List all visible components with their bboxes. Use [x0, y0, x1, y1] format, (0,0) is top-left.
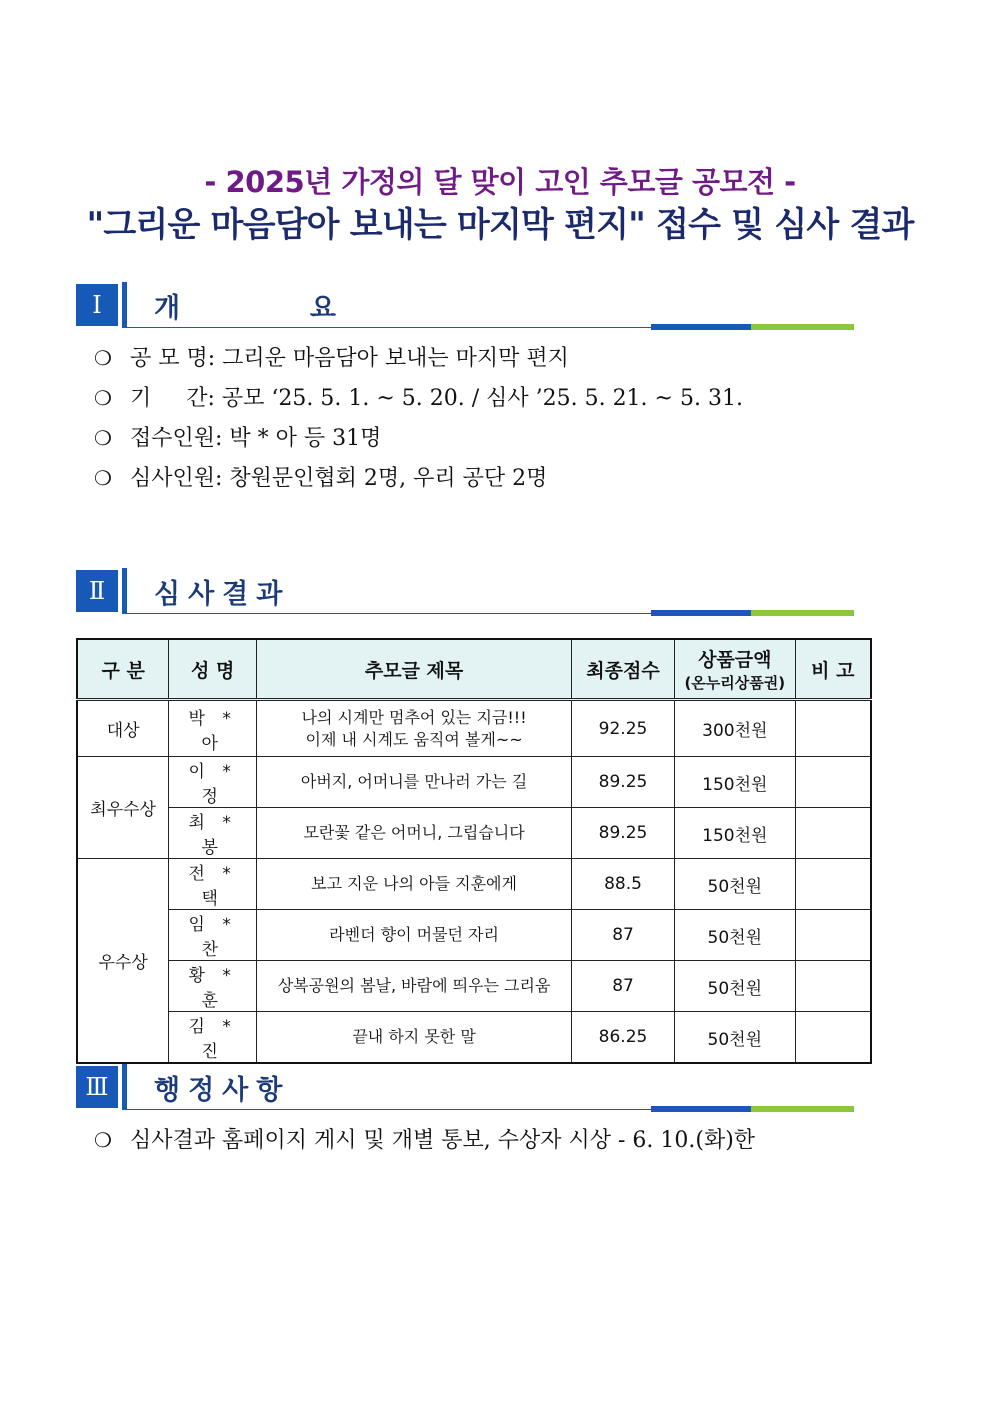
table-header-row: [77, 639, 871, 700]
section-header-results: [76, 568, 854, 614]
prize-cell: 50천원: [674, 1012, 795, 1064]
category-cell: 우수상: [77, 859, 169, 1064]
score-cell: 92.25: [572, 700, 675, 757]
table-row: [77, 757, 871, 808]
overview-item-text: 심사인원: 창원문인협회 2명, 우리 공단 2명: [130, 466, 548, 491]
overview-item: [94, 418, 743, 458]
note-cell: [795, 910, 871, 961]
name-cell: 김 * 진: [169, 1012, 257, 1064]
section-bar: [122, 568, 127, 614]
name-cell: 이 * 정: [169, 757, 257, 808]
table-row: [77, 961, 871, 1012]
score-cell: 86.25: [572, 1012, 675, 1064]
section-header-overview: [76, 282, 854, 328]
section-bar: [122, 1064, 127, 1110]
circle-bullet-icon: ❍: [94, 346, 112, 370]
table-row: [77, 808, 871, 859]
table-row: [77, 859, 871, 910]
header-prize-sub: (온누리상품권): [684, 674, 786, 692]
document-subtitle: - 2025년 가정의 달 맞이 고인 추모글 공모전 -: [204, 165, 796, 199]
section-number: Ⅲ: [76, 1066, 118, 1108]
section-underline: [127, 327, 701, 328]
admin-item: [94, 1120, 755, 1160]
table-row: [77, 1012, 871, 1064]
section-underline: [127, 1109, 701, 1110]
title-cell: 상복공원의 봄날, 바람에 띄우는 그리움: [257, 961, 572, 1012]
prize-cell: 50천원: [674, 910, 795, 961]
section-accent-blue: [651, 1106, 751, 1112]
admin-item-text: 심사결과 홈페이지 게시 및 개별 통보, 수상자 시상 - 6. 10.(화)한: [130, 1128, 756, 1153]
category-cell: 대상: [77, 700, 169, 757]
score-cell: 87: [572, 910, 675, 961]
header-score: 최종점수: [572, 639, 675, 700]
score-cell: 89.25: [572, 757, 675, 808]
overview-item-text: 공 모 명: 그리운 마음담아 보내는 마지막 편지: [130, 346, 569, 371]
document-title: "그리운 마음담아 보내는 마지막 편지" 접수 및 심사 결과: [86, 205, 914, 245]
category-cell: 최우수상: [77, 757, 169, 859]
note-cell: [795, 859, 871, 910]
overview-item-text: 접수인원: 박 * 아 등 31명: [130, 426, 382, 451]
name-cell: 최 * 봉: [169, 808, 257, 859]
section-title: 심사결과: [154, 579, 291, 610]
section-bar: [122, 282, 127, 328]
header-note: 비 고: [795, 639, 871, 700]
overview-item: [94, 338, 743, 378]
name-cell: 임 * 찬: [169, 910, 257, 961]
section-header-admin: [76, 1064, 854, 1110]
section-accent-blue: [651, 610, 751, 616]
section-accent-green: [751, 1106, 854, 1112]
name-cell: 박 * 아: [169, 700, 257, 757]
section-accent-green: [751, 324, 854, 330]
circle-bullet-icon: ❍: [94, 426, 112, 450]
section-number: Ⅰ: [76, 284, 118, 326]
circle-bullet-icon: ❍: [94, 1128, 112, 1152]
header-prize-label: 상품금액: [698, 649, 772, 671]
section-underline: [127, 613, 701, 614]
section-accent-blue: [651, 324, 751, 330]
title-cell: [257, 700, 572, 757]
title-cell: 끝내 하지 못한 말: [257, 1012, 572, 1064]
score-cell: 89.25: [572, 808, 675, 859]
title-cell: 라벤더 향이 머물던 자리: [257, 910, 572, 961]
title-line: 이제 내 시계도 움직여 볼게~~: [305, 729, 523, 749]
overview-item: [94, 458, 743, 498]
circle-bullet-icon: ❍: [94, 386, 112, 410]
overview-list: [94, 338, 743, 498]
title-cell: 모란꽃 같은 어머니, 그립습니다: [257, 808, 572, 859]
section-number: Ⅱ: [76, 570, 118, 612]
header-prize: [674, 639, 795, 700]
title-cell: 보고 지운 나의 아들 지훈에게: [257, 859, 572, 910]
prize-cell: 50천원: [674, 859, 795, 910]
section-accent-green: [751, 610, 854, 616]
note-cell: [795, 961, 871, 1012]
section-title: 개 요: [154, 293, 344, 324]
note-cell: [795, 808, 871, 859]
overview-item: [94, 378, 743, 418]
results-table: [76, 638, 872, 1064]
score-cell: 88.5: [572, 859, 675, 910]
overview-item-text: 기 간: 공모 ‘25. 5. 1. ~ 5. 20. / 심사 ’25. 5. 21. ~ 5. 31.: [130, 386, 743, 411]
prize-cell: 50천원: [674, 961, 795, 1012]
score-cell: 87: [572, 961, 675, 1012]
table-row: [77, 700, 871, 757]
note-cell: [795, 1012, 871, 1064]
header-name: 성 명: [169, 639, 257, 700]
note-cell: [795, 757, 871, 808]
prize-cell: 150천원: [674, 757, 795, 808]
header-title: 추모글 제목: [257, 639, 572, 700]
circle-bullet-icon: ❍: [94, 466, 112, 490]
name-cell: 황 * 훈: [169, 961, 257, 1012]
prize-cell: 300천원: [674, 700, 795, 757]
header-category: 구 분: [77, 639, 169, 700]
prize-cell: 150천원: [674, 808, 795, 859]
title-cell: 아버지, 어머니를 만나러 가는 길: [257, 757, 572, 808]
section-title: 행정사항: [154, 1075, 291, 1106]
title-line: 나의 시계만 멈추어 있는 지금!!!: [301, 707, 527, 727]
name-cell: 전 * 택: [169, 859, 257, 910]
table-row: [77, 910, 871, 961]
admin-list: [94, 1120, 755, 1160]
note-cell: [795, 700, 871, 757]
